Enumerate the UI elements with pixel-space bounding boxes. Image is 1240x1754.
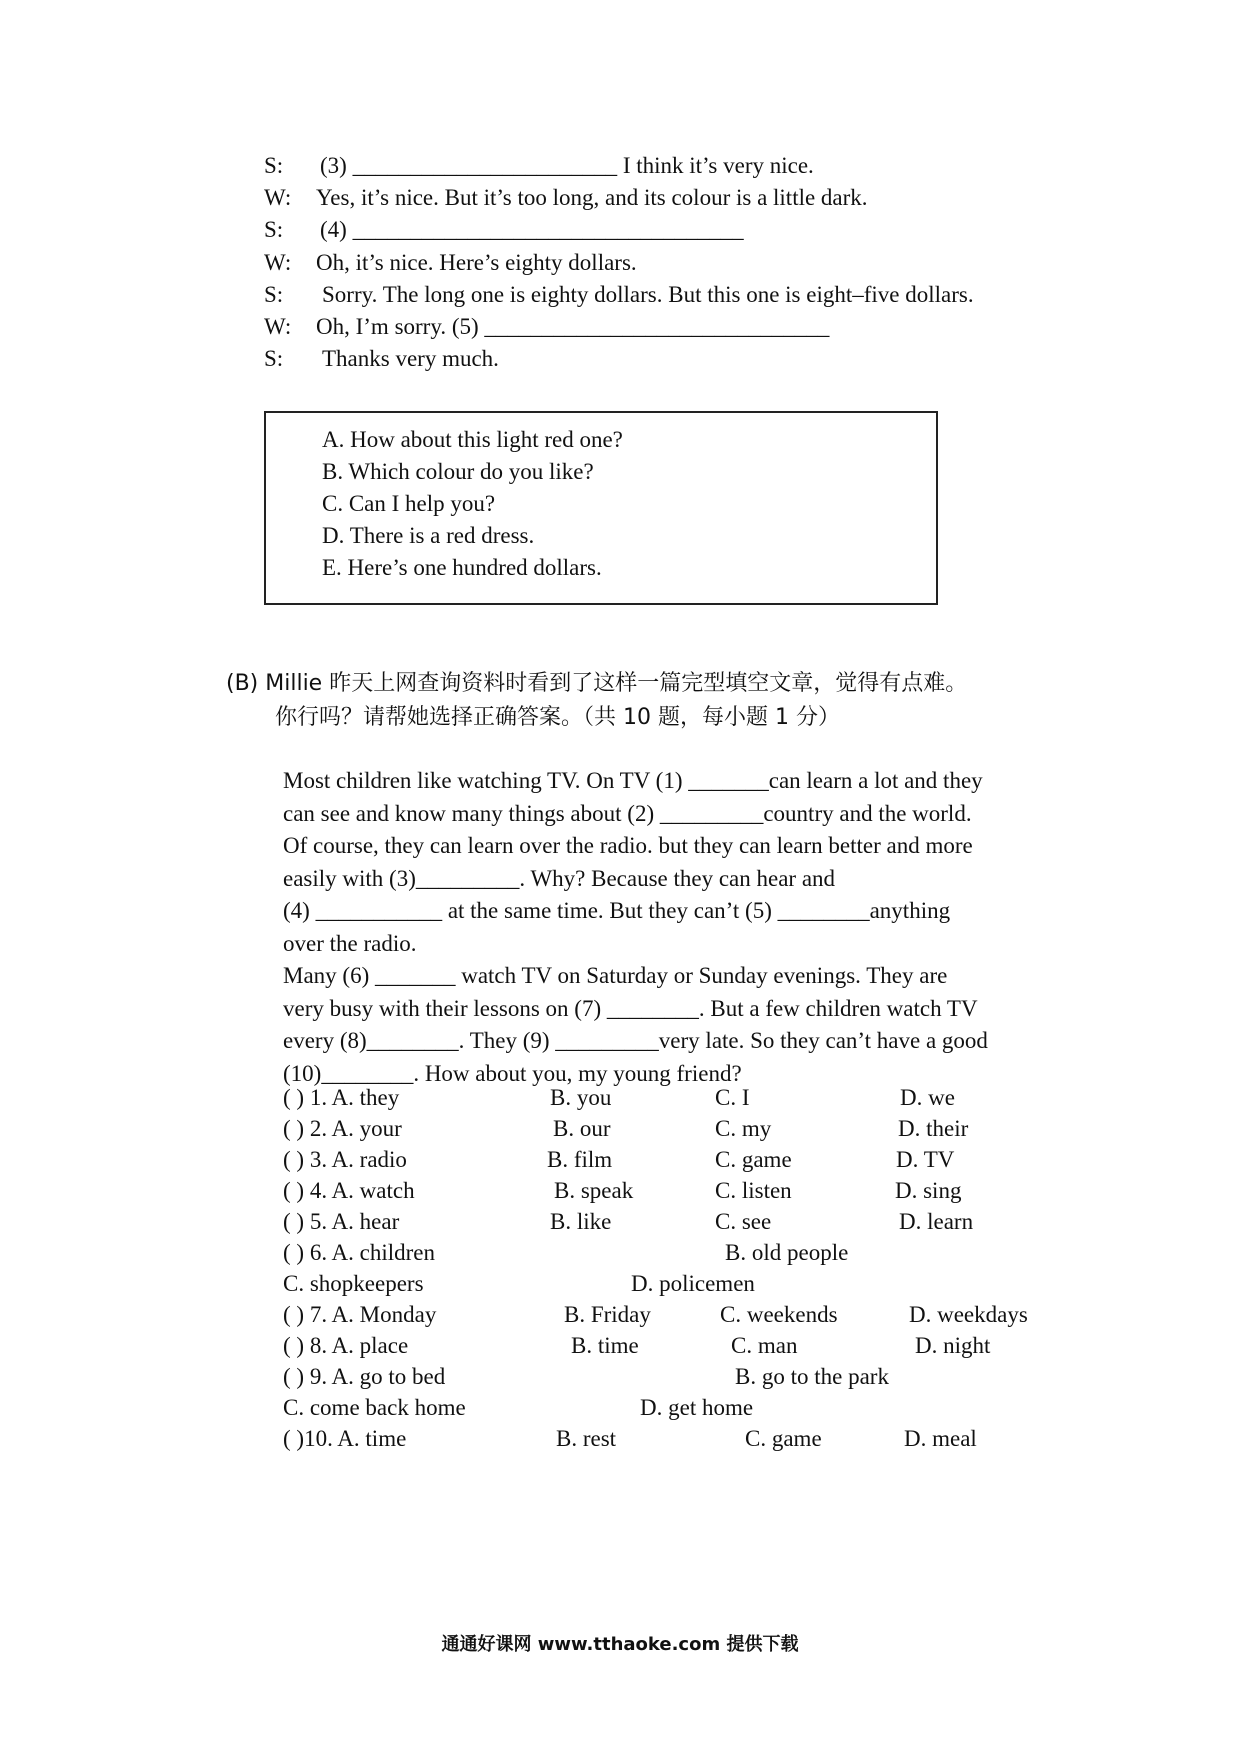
dialogue-line: (3) _______________________ I think it’s very nice.: [320, 153, 814, 178]
question-stem: ( ) 8. A. place: [283, 1333, 409, 1358]
passage-line: over the radio.: [283, 930, 417, 956]
passage-line: Of course, they can learn over the radio. but they can learn better and more: [283, 833, 973, 858]
question-stem: ( ) 5. A. hear: [283, 1209, 400, 1234]
option-c: C. weekends: [720, 1302, 838, 1327]
option-c: C. my: [715, 1116, 772, 1141]
passage-line: Most children like watching TV. On TV (1) _______can learn a lot and they: [283, 768, 983, 793]
option-c: C. I: [715, 1085, 750, 1110]
question-stem: ( ) 3. A. radio: [283, 1147, 407, 1172]
option-b: B. time: [571, 1333, 639, 1358]
option-d: D. weekdays: [909, 1302, 1028, 1327]
option-item: E. Here’s one hundred dollars.: [322, 555, 602, 580]
option-d: D. learn: [899, 1209, 974, 1234]
question-stem: ( ) 7. A. Monday: [283, 1302, 437, 1327]
question-stem: ( ) 6. A. children: [283, 1240, 436, 1265]
option-b: B. go to the park: [735, 1364, 889, 1389]
passage-line: very busy with their lessons on (7) ________. But a few children watch TV: [283, 995, 978, 1021]
footer-credit: 通通好课网 www.tthaoke.com 提供下载: [441, 1634, 799, 1655]
option-b: B. like: [550, 1209, 612, 1234]
option-b: B. you: [550, 1085, 612, 1110]
option-d: D. sing: [895, 1178, 962, 1203]
option-b: B. film: [547, 1147, 613, 1172]
dialogue-line: Thanks very much.: [322, 346, 499, 371]
question-stem: ( ) 9. A. go to bed: [283, 1364, 446, 1389]
option-b: B. old people: [725, 1240, 849, 1265]
question-stem: ( ) 1. A. they: [283, 1085, 400, 1110]
option-d: D. get home: [640, 1395, 754, 1420]
speaker-label: S:: [264, 346, 284, 371]
option-d: D. night: [915, 1333, 991, 1358]
speaker-label: W:: [264, 314, 292, 339]
speaker-label: W:: [264, 185, 292, 210]
option-b: B. our: [553, 1116, 611, 1141]
option-c: C. man: [731, 1333, 798, 1358]
options-box: [264, 411, 938, 605]
option-item: B. Which colour do you like?: [322, 459, 594, 484]
option-d: D. TV: [896, 1147, 955, 1172]
passage-line: can see and know many things about (2) _________country and the world.: [283, 800, 972, 826]
passage-line: easily with (3)_________. Why? Because they can hear and: [283, 865, 836, 891]
dialogue-line: (4) __________________________________: [320, 217, 744, 242]
option-b: B. Friday: [564, 1302, 651, 1327]
option-d: D. their: [898, 1116, 969, 1141]
option-c: C. shopkeepers: [283, 1271, 424, 1296]
option-c: C. listen: [715, 1178, 792, 1203]
dialogue-line: Oh, I’m sorry. (5) ______________________________: [316, 314, 830, 339]
cloze-passage: [283, 765, 1063, 1090]
speaker-label: S:: [264, 153, 284, 178]
option-item: A. How about this light red one?: [322, 427, 623, 452]
option-d: D. policemen: [631, 1271, 755, 1296]
question-stem: ( ) 4. A. watch: [283, 1178, 415, 1203]
option-item: C. Can I help you?: [322, 491, 496, 516]
section-b-instruction-cont: 你行吗？请帮她选择正确答案。（共 10 题，每小题 1 分）: [275, 705, 840, 730]
passage-line: (4) ___________ at the same time. But they can’t (5) ________anything: [283, 898, 951, 923]
passage-line: every (8)________. They (9) _________very late. So they can’t have a good: [283, 1028, 988, 1053]
dialogue-line: Sorry. The long one is eighty dollars. But this one is eight–five dollars.: [322, 282, 974, 307]
option-item: D. There is a red dress.: [322, 523, 535, 548]
option-c: C. game: [745, 1426, 822, 1451]
question-stem: ( )10. A. time: [283, 1426, 407, 1451]
question-stem: ( ) 2. A. your: [283, 1116, 402, 1141]
option-d: D. meal: [904, 1426, 977, 1451]
option-b: B. speak: [554, 1178, 634, 1203]
speaker-label: S:: [264, 282, 284, 307]
option-c: C. game: [715, 1147, 792, 1172]
option-c: C. come back home: [283, 1395, 466, 1420]
option-b: B. rest: [556, 1426, 617, 1451]
option-d: D. we: [900, 1085, 955, 1110]
speaker-label: S:: [264, 217, 284, 242]
dialogue-line: Oh, it’s nice. Here’s eighty dollars.: [316, 250, 637, 275]
section-b-instruction: (B) Millie 昨天上网查询资料时看到了这样一篇完型填空文章，觉得有点难。: [226, 671, 968, 696]
passage-line: Many (6) _______ watch TV on Saturday or Sunday evenings. They are: [283, 963, 948, 988]
option-c: C. see: [715, 1209, 772, 1234]
passage-line: (10)________. How about you, my young friend?: [283, 1060, 742, 1086]
dialogue-line: Yes, it’s nice. But it’s too long, and its colour is a little dark.: [316, 185, 868, 210]
speaker-label: W:: [264, 250, 292, 275]
